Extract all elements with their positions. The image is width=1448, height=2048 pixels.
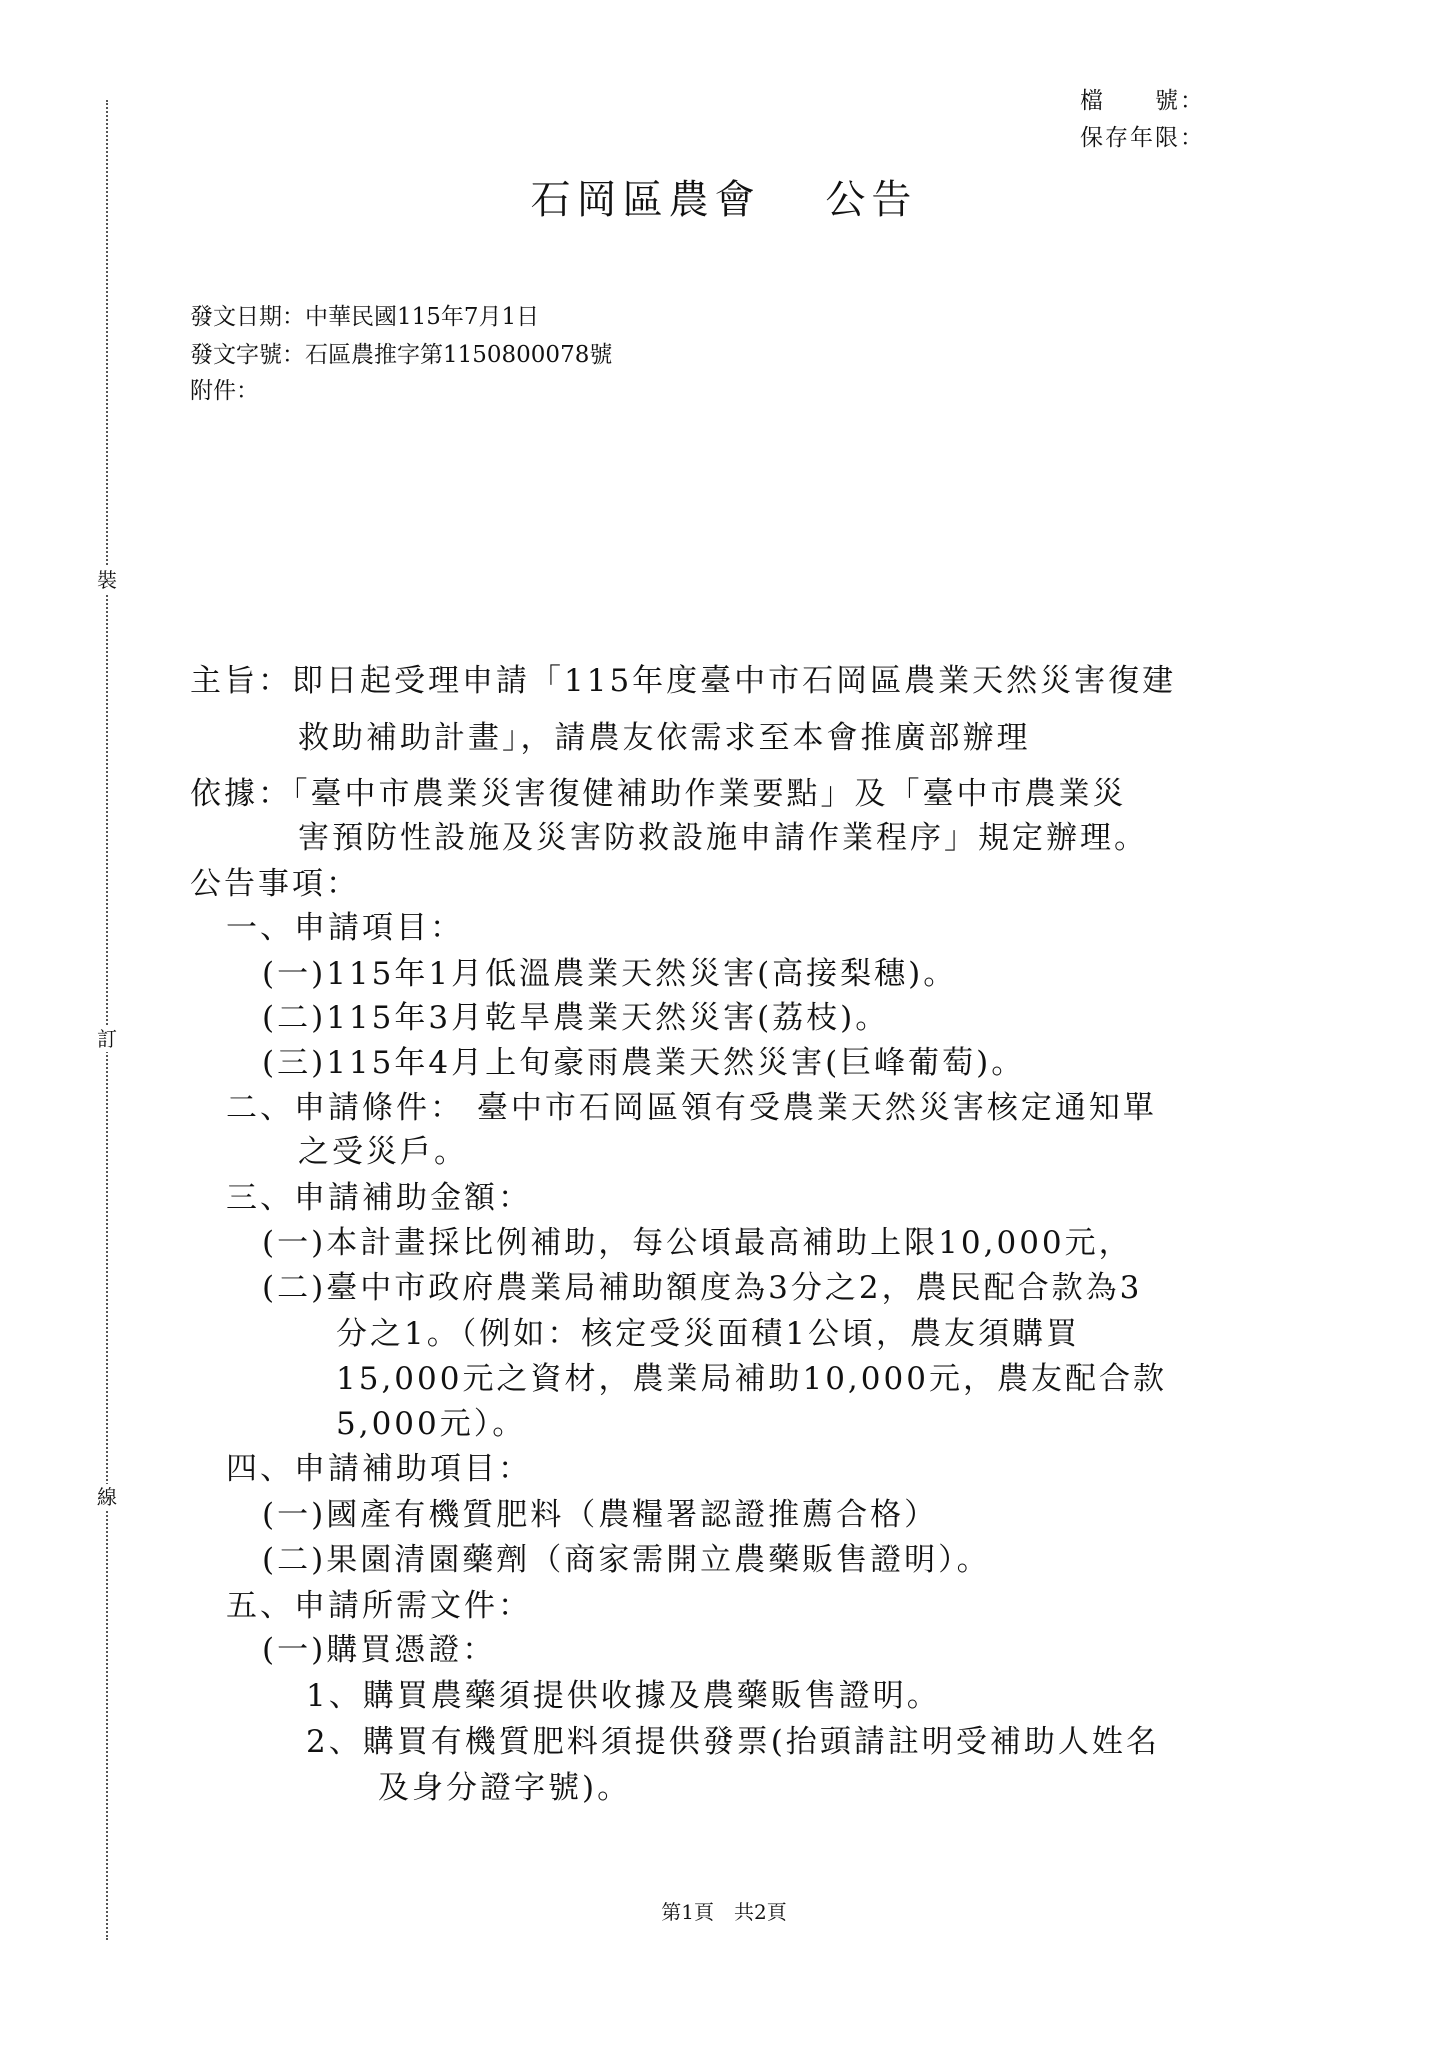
binding-margin-dotted-line [106, 100, 108, 1940]
section-1-item-1: (一)115年1月低溫農業天然災害(高接梨穗)。 [262, 956, 958, 992]
section-3-item-2-line-4: 5,000元）。 [336, 1406, 527, 1442]
subject-line-1: 主旨：即日起受理申請「115年度臺中市石岡區農業天然災害復建 [190, 663, 1177, 699]
page-number: 第1頁 共2頁 [661, 1900, 787, 1924]
dispatch-number: 發文字號：石區農推字第1150800078號 [190, 342, 613, 368]
binding-mark-xian: 線 [94, 1484, 120, 1510]
dispatch-date: 發文日期：中華民國115年7月1日 [190, 304, 540, 330]
subject-line-2: 救助補助計畫」，請農友依需求至本會推廣部辦理 [298, 720, 1031, 756]
section-3-item-2-line-3: 15,000元之資材，農業局補助10,000元，農友配合款 [336, 1361, 1167, 1397]
retention-period-label: 保存年限： [1080, 125, 1205, 151]
section-5-subitem-2-line-1: 2、購買有機質肥料須提供發票(抬頭請註明受補助人姓名 [306, 1724, 1160, 1760]
section-1-item-2: (二)115年3月乾旱農業天然災害(荔枝)。 [262, 1000, 890, 1036]
document-title: 石岡區農會 公告 [530, 177, 918, 223]
section-5-item-1: (一)購買憑證： [262, 1632, 497, 1668]
section-3-item-1: (一)本計畫採比例補助，每公頃最高補助上限10,000元， [262, 1225, 1133, 1261]
basis-line-2: 害預防性設施及災害防救設施申請作業程序」規定辦理。 [298, 820, 1148, 856]
section-3-heading: 三、申請補助金額： [226, 1180, 532, 1216]
section-3-item-2-line-1: (二)臺中市政府農業局補助額度為3分之2，農民配合款為3 [262, 1270, 1143, 1306]
binding-mark-ding: 訂 [94, 1026, 120, 1052]
section-4-item-1: (一)國產有機質肥料（農糧署認證推薦合格） [262, 1497, 939, 1533]
notice-heading: 公告事項： [190, 866, 360, 902]
section-4-heading: 四、申請補助項目： [226, 1451, 532, 1487]
section-5-subitem-1: 1、購買農藥須提供收據及農藥販售證明。 [306, 1678, 941, 1714]
basis-line-1: 依據：「臺中市農業災害復健補助作業要點」及「臺中市農業災 [190, 776, 1127, 812]
binding-mark-zhuang: 裝 [94, 567, 120, 593]
section-2-line-1: 二、申請條件： 臺中市石岡區領有受農業天然災害核定通知單 [226, 1090, 1157, 1126]
attachment-label: 附件： [190, 378, 259, 404]
section-5-subitem-2-line-2: 及身分證字號)。 [378, 1770, 632, 1806]
section-1-item-3: (三)115年4月上旬豪雨農業天然災害(巨峰葡萄)。 [262, 1045, 1026, 1081]
section-1-heading: 一、申請項目： [226, 910, 464, 946]
section-3-item-2-line-2: 分之1。（例如：核定受災面積1公頃，農友須購買 [336, 1316, 1080, 1352]
section-2-line-2: 之受災戶。 [298, 1134, 468, 1170]
file-number-label: 檔 號： [1080, 88, 1205, 114]
section-5-heading: 五、申請所需文件： [226, 1588, 532, 1624]
section-4-item-2: (二)果園清園藥劑（商家需開立農藥販售證明）。 [262, 1542, 991, 1578]
